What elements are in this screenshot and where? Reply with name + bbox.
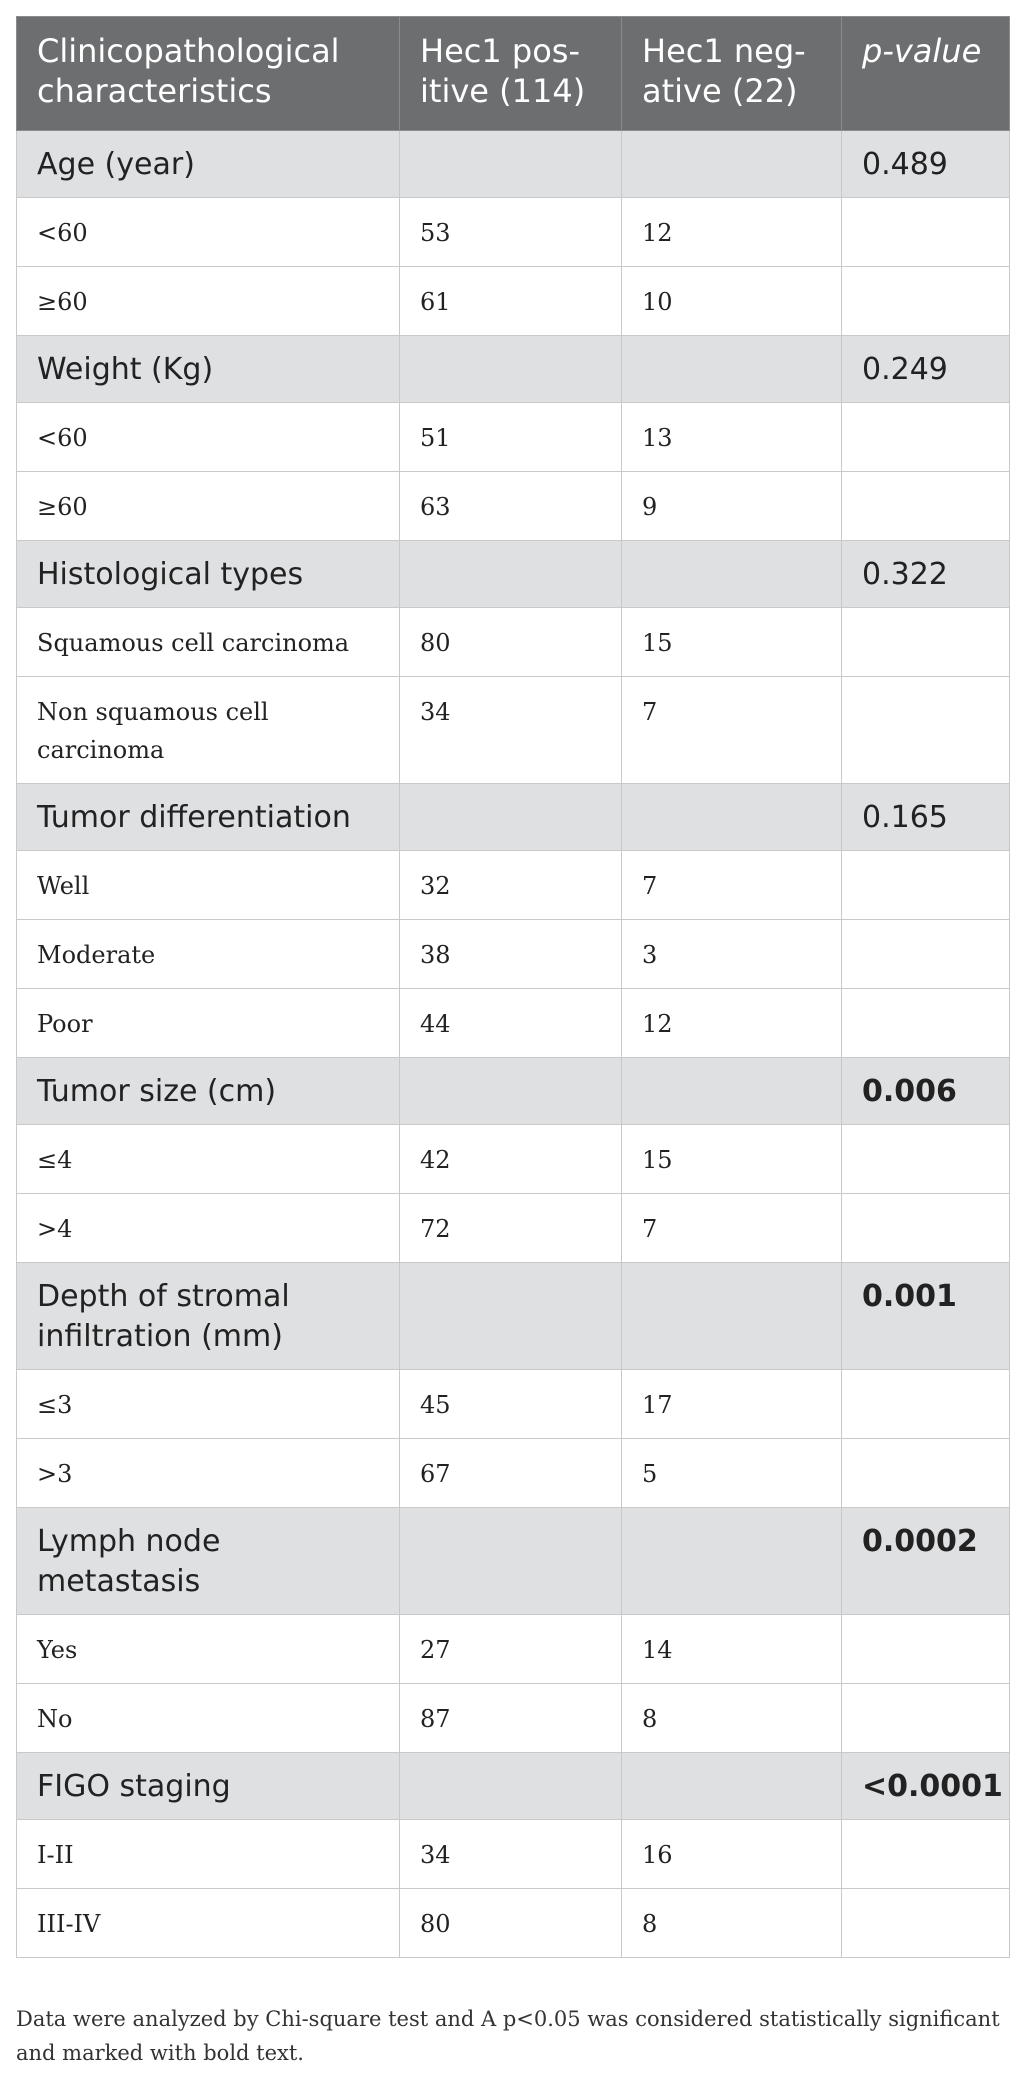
row-label: Poor <box>17 989 400 1058</box>
group-p-value: <0.0001 <box>842 1753 1010 1820</box>
row-positive-count: 45 <box>400 1370 622 1439</box>
group-row <box>17 131 1010 198</box>
table-row <box>17 851 1010 920</box>
table-row <box>17 1684 1010 1753</box>
table-row <box>17 1125 1010 1194</box>
group-positive-empty <box>400 1058 622 1125</box>
group-p-value: 0.0002 <box>842 1508 1010 1615</box>
group-p-value: 0.322 <box>842 541 1010 608</box>
row-negative-count: 17 <box>622 1370 842 1439</box>
row-positive-count: 80 <box>400 1889 622 1958</box>
row-positive-count: 67 <box>400 1439 622 1508</box>
table-container <box>16 16 1009 1958</box>
table-row <box>17 677 1010 784</box>
row-p-value-empty <box>842 472 1010 541</box>
group-positive-empty <box>400 1263 622 1370</box>
group-label: Weight (Kg) <box>17 336 400 403</box>
group-positive-empty <box>400 541 622 608</box>
row-label: ≤3 <box>17 1370 400 1439</box>
group-p-value: 0.489 <box>842 131 1010 198</box>
group-positive-empty <box>400 784 622 851</box>
group-row <box>17 1263 1010 1370</box>
row-positive-count: 44 <box>400 989 622 1058</box>
header-hec1-positive: Hec1 pos-itive (114) <box>400 17 622 131</box>
group-negative-empty <box>622 1753 842 1820</box>
row-p-value-empty <box>842 1439 1010 1508</box>
group-row <box>17 541 1010 608</box>
row-negative-count: 15 <box>622 1125 842 1194</box>
row-p-value-empty <box>842 198 1010 267</box>
row-negative-count: 5 <box>622 1439 842 1508</box>
row-positive-count: 34 <box>400 1820 622 1889</box>
row-label: III-IV <box>17 1889 400 1958</box>
row-negative-count: 13 <box>622 403 842 472</box>
group-positive-empty <box>400 1753 622 1820</box>
row-positive-count: 38 <box>400 920 622 989</box>
group-positive-empty <box>400 336 622 403</box>
row-label: >4 <box>17 1194 400 1263</box>
row-p-value-empty <box>842 403 1010 472</box>
group-label: FIGO staging <box>17 1753 400 1820</box>
row-p-value-empty <box>842 1684 1010 1753</box>
group-negative-empty <box>622 131 842 198</box>
row-p-value-empty <box>842 989 1010 1058</box>
table-row <box>17 989 1010 1058</box>
group-label: Tumor size (cm) <box>17 1058 400 1125</box>
row-positive-count: 51 <box>400 403 622 472</box>
row-negative-count: 16 <box>622 1820 842 1889</box>
row-label: >3 <box>17 1439 400 1508</box>
table-row <box>17 1820 1010 1889</box>
row-label: <60 <box>17 403 400 472</box>
row-negative-count: 14 <box>622 1615 842 1684</box>
row-positive-count: 32 <box>400 851 622 920</box>
row-negative-count: 10 <box>622 267 842 336</box>
table-body <box>17 131 1010 1958</box>
row-label: Squamous cell carcinoma <box>17 608 400 677</box>
row-positive-count: 34 <box>400 677 622 784</box>
row-p-value-empty <box>842 677 1010 784</box>
group-p-value: 0.006 <box>842 1058 1010 1125</box>
group-label: Lymph node metastasis <box>17 1508 400 1615</box>
row-label: <60 <box>17 198 400 267</box>
group-label: Tumor differentiation <box>17 784 400 851</box>
row-negative-count: 12 <box>622 198 842 267</box>
row-label: Moderate <box>17 920 400 989</box>
group-p-value: 0.001 <box>842 1263 1010 1370</box>
row-p-value-empty <box>842 1615 1010 1684</box>
row-positive-count: 42 <box>400 1125 622 1194</box>
row-p-value-empty <box>842 851 1010 920</box>
table-row <box>17 608 1010 677</box>
table-row <box>17 1194 1010 1263</box>
group-positive-empty <box>400 1508 622 1615</box>
row-negative-count: 8 <box>622 1889 842 1958</box>
row-negative-count: 7 <box>622 1194 842 1263</box>
table-row <box>17 1615 1010 1684</box>
header-hec1-negative: Hec1 neg-ative (22) <box>622 17 842 131</box>
row-p-value-empty <box>842 1125 1010 1194</box>
row-positive-count: 72 <box>400 1194 622 1263</box>
row-positive-count: 53 <box>400 198 622 267</box>
table-header-row <box>17 17 1010 131</box>
row-p-value-empty <box>842 267 1010 336</box>
row-p-value-empty <box>842 920 1010 989</box>
row-positive-count: 27 <box>400 1615 622 1684</box>
row-negative-count: 9 <box>622 472 842 541</box>
row-p-value-empty <box>842 608 1010 677</box>
group-negative-empty <box>622 336 842 403</box>
group-positive-empty <box>400 131 622 198</box>
table-row <box>17 403 1010 472</box>
header-p-value: p-value <box>842 17 1010 131</box>
row-p-value-empty <box>842 1889 1010 1958</box>
row-negative-count: 7 <box>622 851 842 920</box>
group-row <box>17 1753 1010 1820</box>
row-label: ≥60 <box>17 472 400 541</box>
row-negative-count: 15 <box>622 608 842 677</box>
table-row <box>17 472 1010 541</box>
group-negative-empty <box>622 1058 842 1125</box>
group-label: Depth of stromal infiltration (mm) <box>17 1263 400 1370</box>
table-row <box>17 1889 1010 1958</box>
row-label: Non squamous cell carcinoma <box>17 677 400 784</box>
row-positive-count: 80 <box>400 608 622 677</box>
row-label: ≥60 <box>17 267 400 336</box>
row-label: I-II <box>17 1820 400 1889</box>
row-negative-count: 12 <box>622 989 842 1058</box>
row-negative-count: 8 <box>622 1684 842 1753</box>
group-row <box>17 784 1010 851</box>
group-p-value: 0.165 <box>842 784 1010 851</box>
row-negative-count: 3 <box>622 920 842 989</box>
table-row <box>17 1439 1010 1508</box>
clinicopathological-table <box>16 16 1010 1958</box>
group-label: Histological types <box>17 541 400 608</box>
row-label: Well <box>17 851 400 920</box>
group-label: Age (year) <box>17 131 400 198</box>
row-negative-count: 7 <box>622 677 842 784</box>
group-row <box>17 1508 1010 1615</box>
group-negative-empty <box>622 784 842 851</box>
group-negative-empty <box>622 541 842 608</box>
table-row <box>17 198 1010 267</box>
header-characteristics: Clinicopathological characteristics <box>17 17 400 131</box>
table-row <box>17 920 1010 989</box>
group-negative-empty <box>622 1263 842 1370</box>
row-label: No <box>17 1684 400 1753</box>
table-row <box>17 267 1010 336</box>
row-label: Yes <box>17 1615 400 1684</box>
group-row <box>17 1058 1010 1125</box>
row-label: ≤4 <box>17 1125 400 1194</box>
row-p-value-empty <box>842 1370 1010 1439</box>
table-footnote: Data were analyzed by Chi-square test and A p<0.05 was considered statistically significant and marked with bold text. <box>16 2007 1000 2065</box>
group-row <box>17 336 1010 403</box>
row-positive-count: 63 <box>400 472 622 541</box>
row-positive-count: 87 <box>400 1684 622 1753</box>
group-p-value: 0.249 <box>842 336 1010 403</box>
row-p-value-empty <box>842 1820 1010 1889</box>
group-negative-empty <box>622 1508 842 1615</box>
row-p-value-empty <box>842 1194 1010 1263</box>
row-positive-count: 61 <box>400 267 622 336</box>
table-row <box>17 1370 1010 1439</box>
